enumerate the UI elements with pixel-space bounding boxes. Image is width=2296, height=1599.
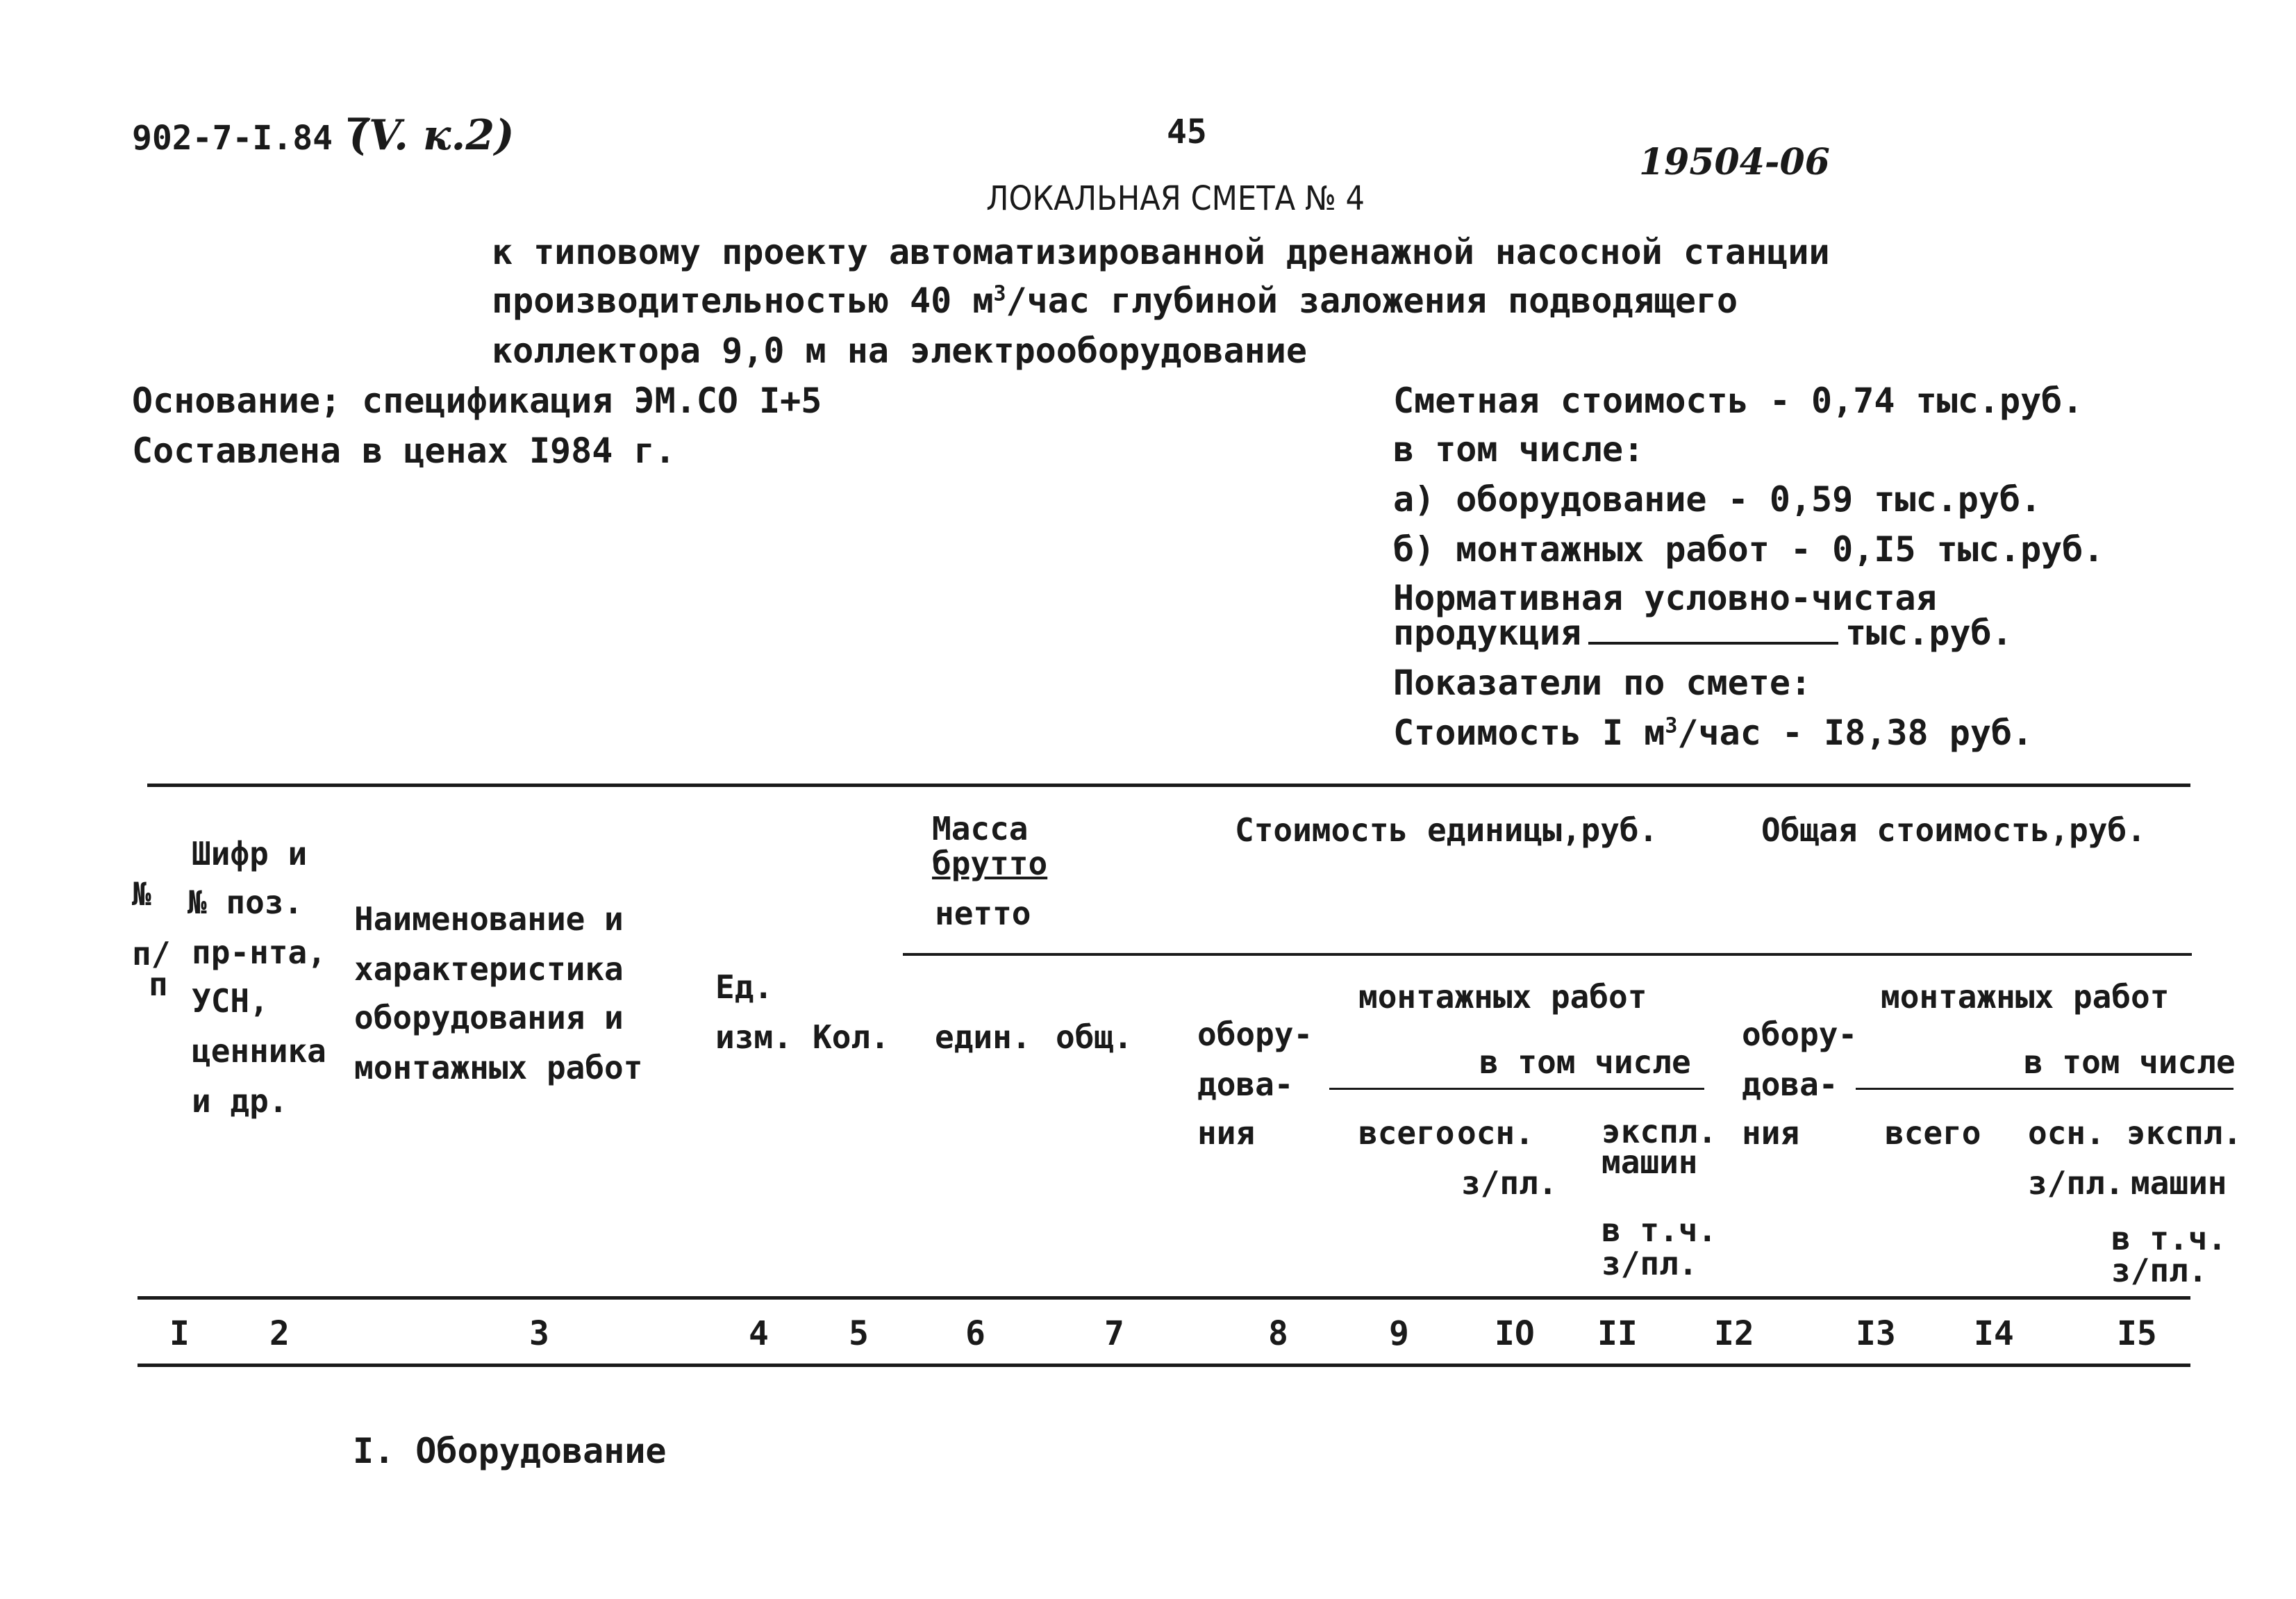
document-code-text: 902-7-I.84 — [132, 119, 333, 158]
subtitle-line-3: коллектора 9,0 м на электрооборудование — [492, 331, 1307, 371]
indicators-label: Показатели по смете: — [1393, 663, 1812, 703]
handwritten-note: (̅V. к.2) — [349, 111, 515, 160]
column-number-7: 7 — [1104, 1314, 1124, 1353]
col-num-header-1: № — [132, 875, 151, 913]
unit-total-all: всего — [1358, 1114, 1455, 1152]
column-number-14: I4 — [1974, 1314, 2014, 1353]
mass-label: Масса — [932, 810, 1029, 847]
incl-rule-right — [1856, 1088, 2233, 1090]
column-number-12: I2 — [1714, 1314, 1754, 1353]
column-number-5: 5 — [849, 1314, 869, 1353]
unit-install-works: монтажных работ — [1358, 978, 1647, 1016]
unit-incl-wage-2: з/пл. — [1602, 1245, 1698, 1282]
basis-text: Основание; спецификация ЭМ.СО I+5 — [132, 381, 822, 421]
column-number-6: 6 — [965, 1314, 985, 1353]
document-code — [132, 111, 515, 160]
page-title: ЛОКАЛЬНАЯ СМЕТА № 4 — [986, 179, 1365, 218]
col-name-line-1: Наименование и — [354, 900, 624, 938]
unit-incl-wage-1: в т.ч. — [1602, 1211, 1717, 1249]
col-code-line-5: ценника — [192, 1032, 326, 1070]
col-code-line-4: УСН, — [192, 982, 269, 1020]
col-code-line-1: Шифр и — [192, 835, 308, 872]
col-unit-line-2: изм. — [715, 1018, 792, 1056]
total-equipment-line-3: ния — [1742, 1114, 1800, 1152]
header-bottom-rule — [138, 1296, 2190, 1300]
unit-equipment-line-2: дова- — [1197, 1066, 1294, 1103]
column-number-8: 8 — [1268, 1314, 1288, 1353]
total-install-works: монтажных работ — [1881, 978, 2170, 1016]
normative-line-2: продукция тыс.руб. — [1393, 613, 2013, 653]
normative-line-1: Нормативная условно-чистая — [1393, 578, 1937, 618]
table-top-rule — [147, 784, 2190, 787]
including-label: в том числе: — [1393, 429, 1645, 470]
cost-per-unit: Стоимость I $м^3$/час - I8,38 руб. — [1393, 713, 2033, 753]
page-number: 45 — [1167, 113, 1207, 151]
unit-cost-title: Стоимость единицы,руб. — [1235, 811, 1658, 849]
total-cost-title: Общая стоимость,руб. — [1761, 811, 2146, 849]
total-equipment-line-1: обору- — [1742, 1016, 1858, 1053]
unit-equipment-line-3: ния — [1197, 1114, 1256, 1152]
column-number-11: II — [1597, 1314, 1638, 1353]
unit-incl-label: в том числе — [1479, 1043, 1691, 1081]
cost-group-rule — [903, 953, 2192, 956]
unit-machines-2: машин — [1602, 1143, 1698, 1181]
mass-total: общ. — [1056, 1018, 1133, 1056]
column-number-2: 2 — [269, 1314, 290, 1353]
unit-machines-1: экспл. — [1602, 1113, 1717, 1150]
column-number-9: 9 — [1389, 1314, 1409, 1353]
incl-rule-left — [1329, 1088, 1704, 1090]
column-number-13: I3 — [1856, 1314, 1896, 1353]
total-machines-1: экспл. — [2127, 1114, 2243, 1152]
col-name-line-3: оборудования и — [354, 999, 624, 1036]
total-base-wage-1: осн. — [2028, 1114, 2105, 1152]
subtitle-line-2: производительностью 40 $м^3$/час глубиной заложения подводящего — [492, 281, 1738, 321]
col-code-line-3: пр-нта, — [192, 934, 326, 971]
col-qty-header: Кол. — [813, 1018, 890, 1056]
prices-text: Составлена в ценах I984 г. — [132, 431, 676, 471]
column-number-4: 4 — [749, 1314, 769, 1353]
unit-base-wage-1: осн. — [1457, 1114, 1534, 1152]
installation-cost: б) монтажных работ - 0,I5 тыс.руб. — [1393, 529, 2104, 570]
equipment-cost: а) оборудование - 0,59 тыс.руб. — [1393, 479, 2042, 520]
column-number-15: I5 — [2117, 1314, 2157, 1353]
column-number-10: IO — [1495, 1314, 1535, 1353]
total-incl-label: в том числе — [2024, 1043, 2236, 1081]
unit-base-wage-2: з/пл. — [1461, 1164, 1558, 1202]
section-title: I. Оборудование — [353, 1431, 667, 1471]
total-equipment-line-2: дова- — [1742, 1066, 1838, 1103]
estimated-cost: Сметная стоимость - 0,74 тыс.руб. — [1393, 381, 2083, 421]
col-name-line-2: характеристика — [354, 950, 624, 988]
col-unit-line-1: Ед. — [715, 968, 774, 1006]
column-number-3: 3 — [529, 1314, 549, 1353]
mass-unit: един. — [935, 1018, 1031, 1056]
col-code-line-6: и др. — [192, 1082, 288, 1120]
total-incl-wage-1: в т.ч. — [2111, 1220, 2227, 1257]
inventory-number: 19504-06 — [1639, 141, 1830, 183]
numbers-bottom-rule — [138, 1364, 2190, 1367]
mass-net: нетто — [935, 895, 1031, 932]
blank-field — [1588, 636, 1838, 645]
mass-gross: брутто — [932, 845, 1048, 882]
unit-equipment-line-1: обору- — [1197, 1016, 1313, 1053]
col-code-line-2: № поз. — [188, 884, 303, 921]
total-total-all: всего — [1885, 1114, 1981, 1152]
total-machines-2: машин — [2131, 1164, 2227, 1202]
total-base-wage-2: з/пл. — [2028, 1164, 2124, 1202]
col-name-line-4: монтажных работ — [354, 1049, 643, 1086]
col-num-header-2: п/ — [132, 935, 171, 972]
col-num-header-3: п — [149, 966, 168, 1003]
column-number-1: I — [169, 1314, 190, 1353]
subtitle-line-1: к типовому проекту автоматизированной дренажной насосной станции — [492, 232, 1830, 272]
total-incl-wage-2: з/пл. — [2111, 1252, 2208, 1289]
